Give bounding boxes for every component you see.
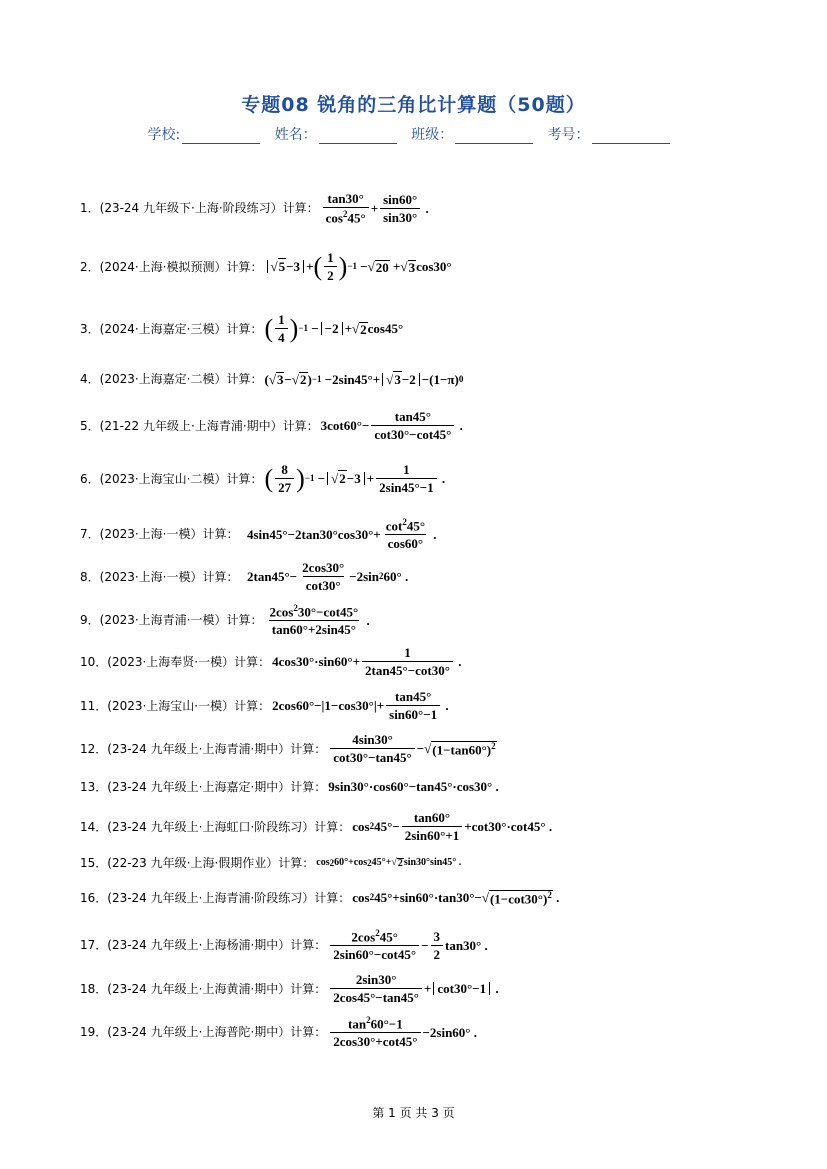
- question-label: 13．(23-24 九年级上·上海嘉定·期中）计算：: [80, 779, 327, 794]
- question-13: [80, 780, 499, 793]
- question-label: 12．(23-24 九年级上·上海青浦·期中）计算：: [80, 741, 327, 756]
- name-label: 姓名：: [274, 127, 317, 143]
- question-label: 14．(23-24 九年级上·上海虹口·阶段练习）计算：: [80, 819, 351, 834]
- number-label: 考号：: [547, 127, 590, 143]
- question-4: [80, 372, 463, 386]
- question-6: [80, 463, 445, 494]
- question-5: [80, 410, 463, 441]
- formula: cos 2 45°− $\frac{\tan 60^\circ}{2\sin 60^\circ+1}$ +cot30°·cot45° .: [352, 810, 553, 843]
- question-9: [80, 604, 370, 636]
- student-info-line: [0, 124, 827, 144]
- question-7: [80, 518, 437, 550]
- class-blank: [455, 129, 533, 144]
- question-8: [80, 561, 408, 592]
- formula: cos 2 45°+sin60°·tan30°−√ $(1-\cot 30^\circ)^2$ .: [352, 890, 560, 907]
- page-title: 专题08 锐角的三角比计算题（50题）: [241, 94, 586, 116]
- question-16: [80, 890, 559, 905]
- formula: $\frac{4\sin 30^\circ}{\cot 30^\circ-\tan 45^\circ}$ −√ $(1-\tan 60^\circ)^2$: [328, 733, 496, 764]
- formula: $\frac{2\cos^245^\circ}{2\sin 60^\circ-\cot 45^\circ}$ − $\frac{3}{2}$ tan30° .: [328, 929, 488, 961]
- question-1: [80, 192, 429, 224]
- formula: $\frac{2\cos^230^\circ-\cot 45^\circ}{\tan 60^\circ+2\sin 45^\circ}$ .: [269, 603, 370, 638]
- formula: 2cos60°−|1−cos30°|+ $\frac{\tan 45^\circ}{\sin 60^\circ-1}$ .: [272, 689, 449, 722]
- question-label: 15．(22-23 九年级·上海·假期作业）计算：: [80, 856, 315, 870]
- question-14: [80, 811, 552, 842]
- question-11: [80, 690, 449, 721]
- number-blank: [592, 129, 670, 144]
- formula: ( $\frac{1}{4}$ ) −1 − −2 +√ 2 cos45°: [264, 312, 404, 345]
- question-12: [80, 733, 497, 764]
- page-footer: 第 1 页 共 3 页: [372, 1106, 455, 1120]
- question-label: 8．(2023·上海·一模）计算：: [80, 569, 239, 584]
- question-label: 2．(2024·上海·模拟预测）计算：: [80, 259, 263, 274]
- formula: 4sin45°−2tan30°cos30°+ $\frac{\cot^245^\circ}{\cos 60^\circ}$ .: [240, 517, 437, 552]
- question-2: [80, 251, 452, 282]
- formula: 9sin30°·cos60°−tan45°·cos30° .: [328, 779, 499, 794]
- question-label: 10．(2023·上海奉贤·一模）计算：: [80, 654, 271, 669]
- question-10: [80, 646, 461, 677]
- question-17: [80, 929, 488, 961]
- formula: $\frac{\tan^260^\circ-1}{2\cos 30^\circ+\cot 45^\circ}$ −2sin60° .: [328, 1016, 477, 1048]
- name-blank: [319, 129, 397, 144]
- formula: (√ 3 −√ 2 ) −1 −2sin45°+ √3−2 −(1−π) 0: [264, 371, 464, 387]
- question-label: 3．(2024·上海嘉定·三模）计算：: [80, 321, 263, 336]
- question-label: 18．(23-24 九年级上·上海黄浦·期中）计算：: [80, 981, 327, 996]
- formula: 2tan45°− $\frac{2\cos 30^\circ}{\cot 30^\circ}$ −2sin 2 60° .: [240, 560, 409, 593]
- formula: √5−3 + ( $\frac{1}{2}$ ) −1 −√ 20 +√ 3 cos30°: [265, 251, 452, 282]
- question-label: 16．(23-24 九年级上·上海青浦·阶段练习）计算：: [80, 890, 351, 905]
- formula: ( $\frac{8}{27}$ ) −1 − √2−3 + $\frac{1}{2\sin 45^\circ-1}$ .: [264, 462, 446, 495]
- question-label: 7．(2023·上海·一模）计算：: [80, 527, 239, 542]
- question-label: 19．(23-24 九年级上·上海普陀·期中）计算：: [80, 1025, 327, 1040]
- question-label: 5．(21-22 九年级上·上海青浦·期中）计算：: [80, 418, 319, 433]
- question-label: 6．(2023·上海宝山·二模）计算：: [80, 471, 263, 486]
- question-label: 11．(2023·上海宝山·一模）计算：: [80, 698, 271, 713]
- formula: cos 2 60°+cos 2 45°+√ 2 sin30°sin45° .: [316, 857, 462, 869]
- class-label: 班级：: [411, 127, 454, 143]
- formula: $\frac{\tan 30^\circ}{\cos^245^\circ}$ + $\frac{\sin 60^\circ}{\sin 30^\circ}$ .: [321, 192, 429, 224]
- question-label: 9．(2023·上海青浦·一模）计算：: [80, 613, 263, 628]
- question-18: [80, 973, 499, 1004]
- question-label: 4．(2023·上海嘉定·二模）计算：: [80, 372, 263, 386]
- question-label: 1．(23-24 九年级下·上海·阶段练习）计算：: [80, 201, 319, 216]
- question-label: 17．(23-24 九年级上·上海杨浦·期中）计算：: [80, 938, 327, 953]
- formula: 4cos30°·sin60°+ $\frac{1}{2\tan 45^\circ-\cot 30^\circ}$ .: [272, 645, 462, 678]
- school-blank: [182, 129, 260, 144]
- school-label: 学校:: [147, 127, 181, 143]
- formula: $\frac{2\sin 30^\circ}{2\cos 45^\circ-\tan 45^\circ}$ + cot30°−1 .: [328, 973, 498, 1004]
- formula: 3cot60°− $\frac{\tan 45^\circ}{\cot 30^\circ-\cot 45^\circ}$ .: [320, 409, 463, 442]
- question-3: [80, 313, 403, 344]
- question-19: [80, 1016, 477, 1048]
- question-15: [80, 857, 461, 869]
